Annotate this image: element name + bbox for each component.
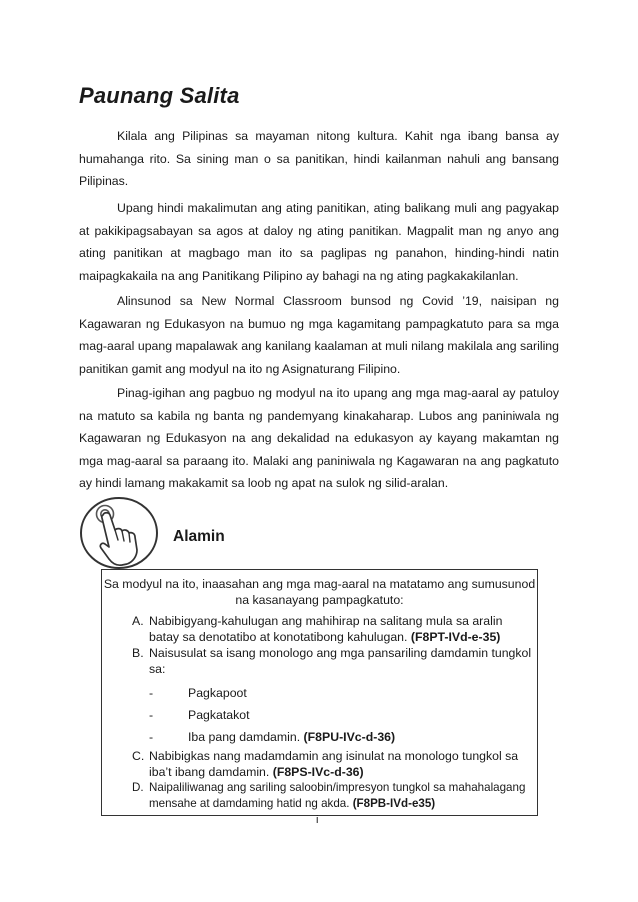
objective-item — [132, 613, 532, 645]
paragraph-3: Alinsunod sa New Normal Classroom bunsod ng Covid ’19, naisipan ng Kagawaran ng Edukasyon na bumuo ng mga kagamitang pampagkatuto para sa mga mag-aaral upang mapalawak ang kanilang kaalaman at muli nilang makilala ang sariling panitikan gamit ang modyul na ito ng Asignaturang Filipino. — [79, 294, 559, 376]
objectives-intro: Sa modyul na ito, inaasahan ang mga mag-aaral na matatamo ang sumusunod na kasanayang pampagkatuto: — [103, 577, 536, 607]
objective-marker: D. — [132, 781, 144, 794]
objective-marker: A. — [132, 614, 144, 628]
paragraph-4: Pinag-igihan ang pagbuo ng modyul na ito upang ang mga mag-aaral ay patuloy na matuto sa kabila ng banta ng pandemyang kinakaharap. Lubos ang paniniwala ng Kagawaran ng Edukasyon na ang dekalidad na edukasyon ay kayang makamtan ng mga mag-aaral sa paraang ito. Malaki ang paniniwala ng Kagawaran na ang pagkatuto ay hindi lamang makakamit sa loob ng apat na sulok ng silid-aralan. — [79, 386, 559, 490]
page-number: i — [316, 814, 319, 826]
competency-code: (F8PS-IVc-d-36) — [272, 765, 364, 779]
hand-pointer-icon — [78, 496, 160, 570]
objective-item — [132, 645, 532, 677]
paragraph-1: Kilala ang Pilipinas sa mayaman nitong kultura. Kahit nga ibang bansa ay humahanga rito. Sa sining man o sa panitikan, hindi kailanman nahuli ang bansang Pilipinas. — [79, 129, 559, 188]
list-dash: - — [149, 730, 154, 744]
objectives-box — [101, 569, 538, 816]
paragraph-2: Upang hindi makalimutan ang ating panitikan, ating balikang muli ang pagyakap at pakikipagsabayan sa agos at daloy ng ating panitikan. Magpalit man ng anyo ang ating panitikan at magbago man ito sa paglipas ng panahon, hinding-hindi natin maipagkakaila na ang Panitikang Pilipino ay bahagi na ng ating pagkakakilanlan. — [79, 201, 559, 283]
list-dash: - — [149, 686, 154, 700]
objective-marker: C. — [132, 749, 145, 763]
objective-text: Nabibigyang-kahulugan ang mahihirap na salitang mula sa aralin batay sa denotatibo at konotatibong kahulugan. — [149, 614, 503, 644]
emotion-label: Pagkapoot — [188, 686, 247, 700]
objective-item — [132, 780, 532, 812]
list-dash: - — [149, 708, 154, 722]
objective-item — [132, 748, 532, 780]
objective-text: Naipaliliwanag ang sariling saloobin/impresyon tungkol sa mahahalagang mensahe at damdaming hatid ng akda. — [149, 781, 526, 810]
competency-code: (F8PT-IVd-e-35) — [410, 630, 501, 644]
objective-marker: B. — [132, 646, 144, 660]
objective-text: Nabibigkas nang madamdamin ang isinulat na monologo tungkol sa iba’t ibang damdamin. — [149, 749, 519, 779]
section-title-alamin: Alamin — [173, 528, 225, 545]
competency-code: (F8PU-IVc-d-36) — [303, 730, 396, 744]
competency-code: (F8PB-IVd-e35) — [352, 797, 436, 810]
objective-text: Naisusulat sa isang monologo ang mga pansariling damdamin tungkol sa: — [149, 646, 532, 676]
page-title: Paunang Salita — [79, 83, 240, 108]
emotion-label: Iba pang damdamin. — [188, 730, 301, 744]
emotion-label: Pagkatakot — [188, 708, 250, 722]
